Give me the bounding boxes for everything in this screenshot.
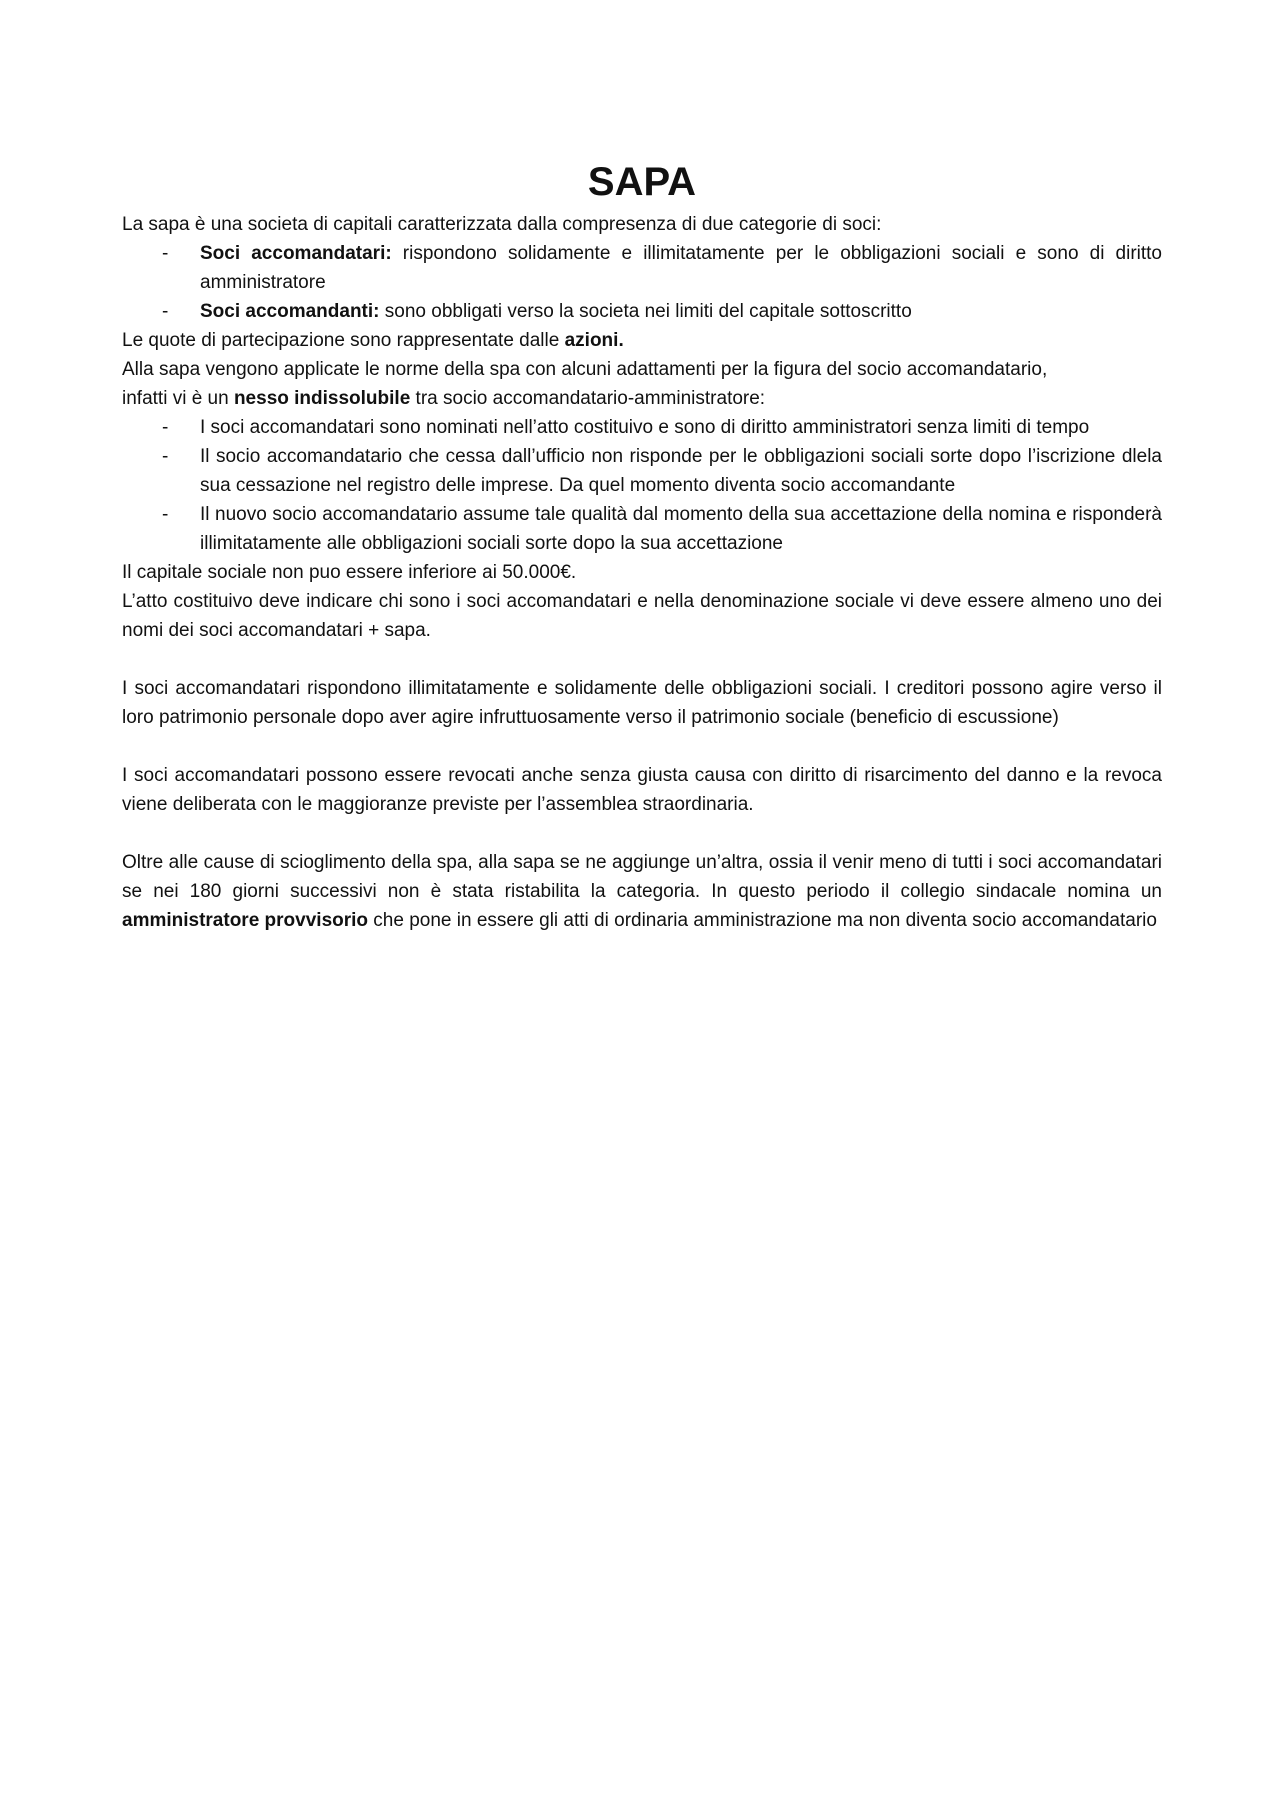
spacer (122, 732, 1162, 761)
list-item (122, 500, 1162, 558)
liability-paragraph: I soci accomandatari rispondono illimitatamente e solidamente delle obbligazioni sociali. I creditori possono agire verso il loro patrimonio personale dopo aver agire infruttuosamente verso il patrimonio sociale (beneficio di escussione) (122, 678, 1162, 728)
applied-line-1: Alla sapa vengono applicate le norme della spa con alcuni adattamenti per la figura del socio accomandatario, (122, 359, 1048, 380)
quote-bold: azioni. (564, 330, 624, 351)
dissolution-bold: amministratore provvisorio (122, 910, 369, 931)
dissolution-text-after: che pone in essere gli atti di ordinaria amministrazione ma non diventa socio accomandatario (368, 910, 1157, 931)
list-item (122, 413, 1162, 442)
intro-paragraph: La sapa è una societa di capitali caratterizzata dalla compresenza di due categorie di soci: (122, 214, 882, 235)
spacer (122, 819, 1162, 848)
list-dash: - (162, 417, 169, 438)
applied-bold: nesso indissolubile (233, 388, 411, 409)
category-text: sono obbligati verso la societa nei limiti del capitale sottoscritto (379, 301, 912, 322)
capital-paragraph: Il capitale sociale non puo essere inferiore ai 50.000€. (122, 562, 577, 583)
document-page (122, 158, 1162, 935)
category-term: Soci accomandatari: (200, 243, 392, 264)
list-dash: - (162, 504, 169, 525)
applied-text-after: tra socio accomandatario-amministratore: (410, 388, 766, 409)
quote-text: Le quote di partecipazione sono rappresentate dalle (122, 330, 565, 351)
list-item (122, 297, 1162, 326)
list-dash: - (162, 301, 169, 322)
revoca-paragraph: I soci accomandatari possono essere revocati anche senza giusta causa con diritto di risarcimento del danno e la revoca viene deliberata con le maggioranze previste per l’assemblea straordinaria. (122, 765, 1162, 815)
dissolution-paragraph (122, 848, 1162, 935)
applied-text-before: infatti vi è un (122, 388, 234, 409)
category-term: Soci accomandanti: (200, 301, 380, 322)
list-dash: - (162, 446, 169, 467)
rules-list (122, 413, 1162, 558)
applied-line-2 (122, 384, 1162, 413)
quote-paragraph (122, 326, 1162, 355)
rule-text: Il nuovo socio accomandatario assume tale qualità dal momento della sua accettazione della nomina e risponderà illimitatamente alle obbligazioni sociali sorte dopo la sua accettazione (200, 504, 1162, 554)
rule-text: I soci accomandatari sono nominati nell’atto costituivo e sono di diritto amministratori senza limiti di tempo (200, 417, 1090, 438)
list-dash: - (162, 243, 169, 264)
atto-paragraph: L’atto costituivo deve indicare chi sono i soci accomandatari e nella denominazione sociale vi deve essere almeno uno dei nomi dei soci accomandatari + sapa. (122, 591, 1162, 641)
list-item (122, 239, 1162, 297)
dissolution-text-before: Oltre alle cause di scioglimento della spa, alla sapa se ne aggiunge un’altra, ossia il venir meno di tutti i soci accomandatari se nei 180 giorni successivi non è stata ristabilita la categoria. In questo periodo il collegio sindacale nomina un (122, 852, 1162, 902)
spacer (122, 645, 1162, 674)
document-title: SAPA (587, 160, 697, 204)
rule-text: Il socio accomandatario che cessa dall’ufficio non risponde per le obbligazioni sociali sorte dopo l’iscrizione dlela sua cessazione nel registro delle imprese. Da quel momento diventa socio accomandante (200, 446, 1162, 496)
category-text: rispondono solidamente e illimitatamente per le obbligazioni sociali e sono di diritto amministratore (200, 243, 1162, 293)
categories-list (122, 239, 1162, 326)
list-item (122, 442, 1162, 500)
